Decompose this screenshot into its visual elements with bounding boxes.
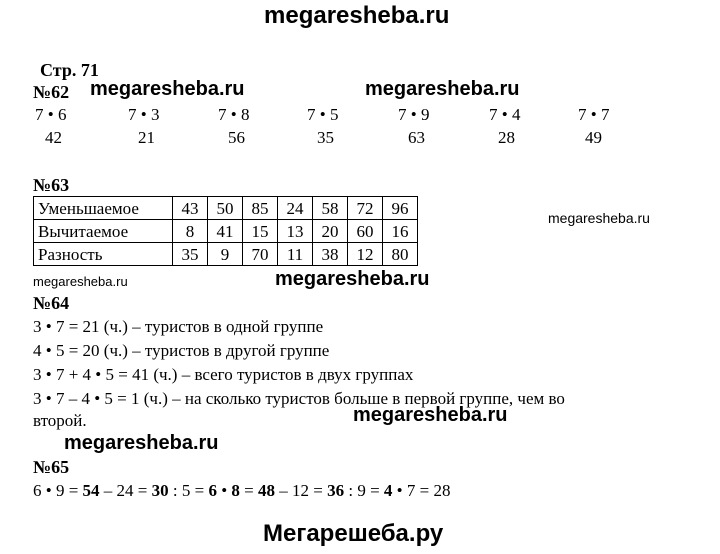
table-cell: 8 [173, 220, 208, 243]
task62-result: 63 [408, 128, 425, 147]
watermark: megaresheba.ru [275, 268, 430, 290]
eq-answer: 8 [231, 481, 240, 500]
eq-answer: 36 [327, 481, 345, 500]
task62-expression: 7 • 4 [489, 105, 521, 124]
task62-title: №62 [33, 82, 70, 102]
row-label: Вычитаемое [34, 220, 173, 243]
task62-expression: 7 • 3 [128, 105, 160, 124]
task62-expression: 7 • 7 [578, 105, 610, 124]
table-cell: 20 [313, 220, 348, 243]
task62-result: 28 [498, 128, 515, 147]
eq-answer: 54 [82, 481, 100, 500]
watermark: megaresheba.ru [33, 274, 128, 289]
task64-title: №64 [33, 293, 70, 313]
eq-part: : 9 = [344, 481, 384, 500]
table-cell: 12 [348, 243, 383, 266]
table-cell: 13 [278, 220, 313, 243]
eq-answer: 48 [258, 481, 275, 500]
table-cell: 24 [278, 197, 313, 220]
table-cell: 85 [243, 197, 278, 220]
table-cell: 9 [208, 243, 243, 266]
table-row [34, 220, 418, 243]
task65-equation [33, 481, 450, 501]
eq-part: – 24 = [99, 481, 152, 500]
task62-result: 21 [138, 128, 155, 147]
page-number: Стр. 71 [40, 60, 99, 80]
task62-result: 56 [228, 128, 245, 147]
eq-part: : 5 = [168, 481, 209, 500]
eq-answer: 30 [151, 481, 169, 500]
footer-brand: Мегарешеба.ру [263, 520, 444, 547]
row-label: Разность [34, 243, 173, 266]
task62-result: 42 [45, 128, 62, 147]
watermark: megaresheba.ru [365, 78, 520, 100]
table-row [34, 197, 418, 220]
table-cell: 41 [208, 220, 243, 243]
watermark: megaresheba.ru [353, 404, 508, 426]
task63-title: №63 [33, 175, 70, 195]
eq-part: = [239, 481, 258, 500]
watermark-top: megaresheba.ru [264, 2, 450, 29]
task62-result: 35 [317, 128, 334, 147]
table-cell: 38 [313, 243, 348, 266]
eq-part: – 12 = [275, 481, 328, 500]
eq-answer: 6 [208, 481, 217, 500]
row-label: Уменьшаемое [34, 197, 173, 220]
task62-result: 49 [585, 128, 602, 147]
watermark: megaresheba.ru [548, 210, 650, 226]
task62-expression: 7 • 6 [35, 105, 67, 124]
table-cell: 72 [348, 197, 383, 220]
table-cell: 60 [348, 220, 383, 243]
table-cell: 43 [173, 197, 208, 220]
eq-answer: 4 [383, 481, 393, 500]
task64-line: 3 • 7 + 4 • 5 = 41 (ч.) – всего туристов в двух группах [33, 365, 414, 384]
task63-table [33, 196, 418, 266]
table-cell: 80 [383, 243, 418, 266]
task62-expression: 7 • 9 [398, 105, 430, 124]
table-cell: 96 [383, 197, 418, 220]
table-cell: 50 [208, 197, 243, 220]
table-cell: 70 [243, 243, 278, 266]
task64-line: 3 • 7 – 4 • 5 = 1 (ч.) – на сколько туристов больше в первой группе, чем во [33, 389, 565, 408]
task62-expression: 7 • 5 [307, 105, 339, 124]
eq-part: • [216, 481, 232, 500]
task64-line: 3 • 7 = 21 (ч.) – туристов в одной группе [33, 317, 324, 336]
watermark: megaresheba.ru [90, 78, 245, 100]
eq-part: 6 • 9 = [33, 481, 83, 500]
table-cell: 16 [383, 220, 418, 243]
eq-part: • 7 = 28 [392, 481, 451, 500]
task64-line: второй. [33, 411, 87, 430]
table-cell: 58 [313, 197, 348, 220]
watermark: megaresheba.ru [64, 432, 219, 454]
task65-title: №65 [33, 457, 70, 477]
table-row [34, 243, 418, 266]
table-cell: 35 [173, 243, 208, 266]
table-cell: 15 [243, 220, 278, 243]
task64-line: 4 • 5 = 20 (ч.) – туристов в другой группе [33, 341, 330, 360]
task62-expression: 7 • 8 [218, 105, 250, 124]
table-cell: 11 [278, 243, 313, 266]
